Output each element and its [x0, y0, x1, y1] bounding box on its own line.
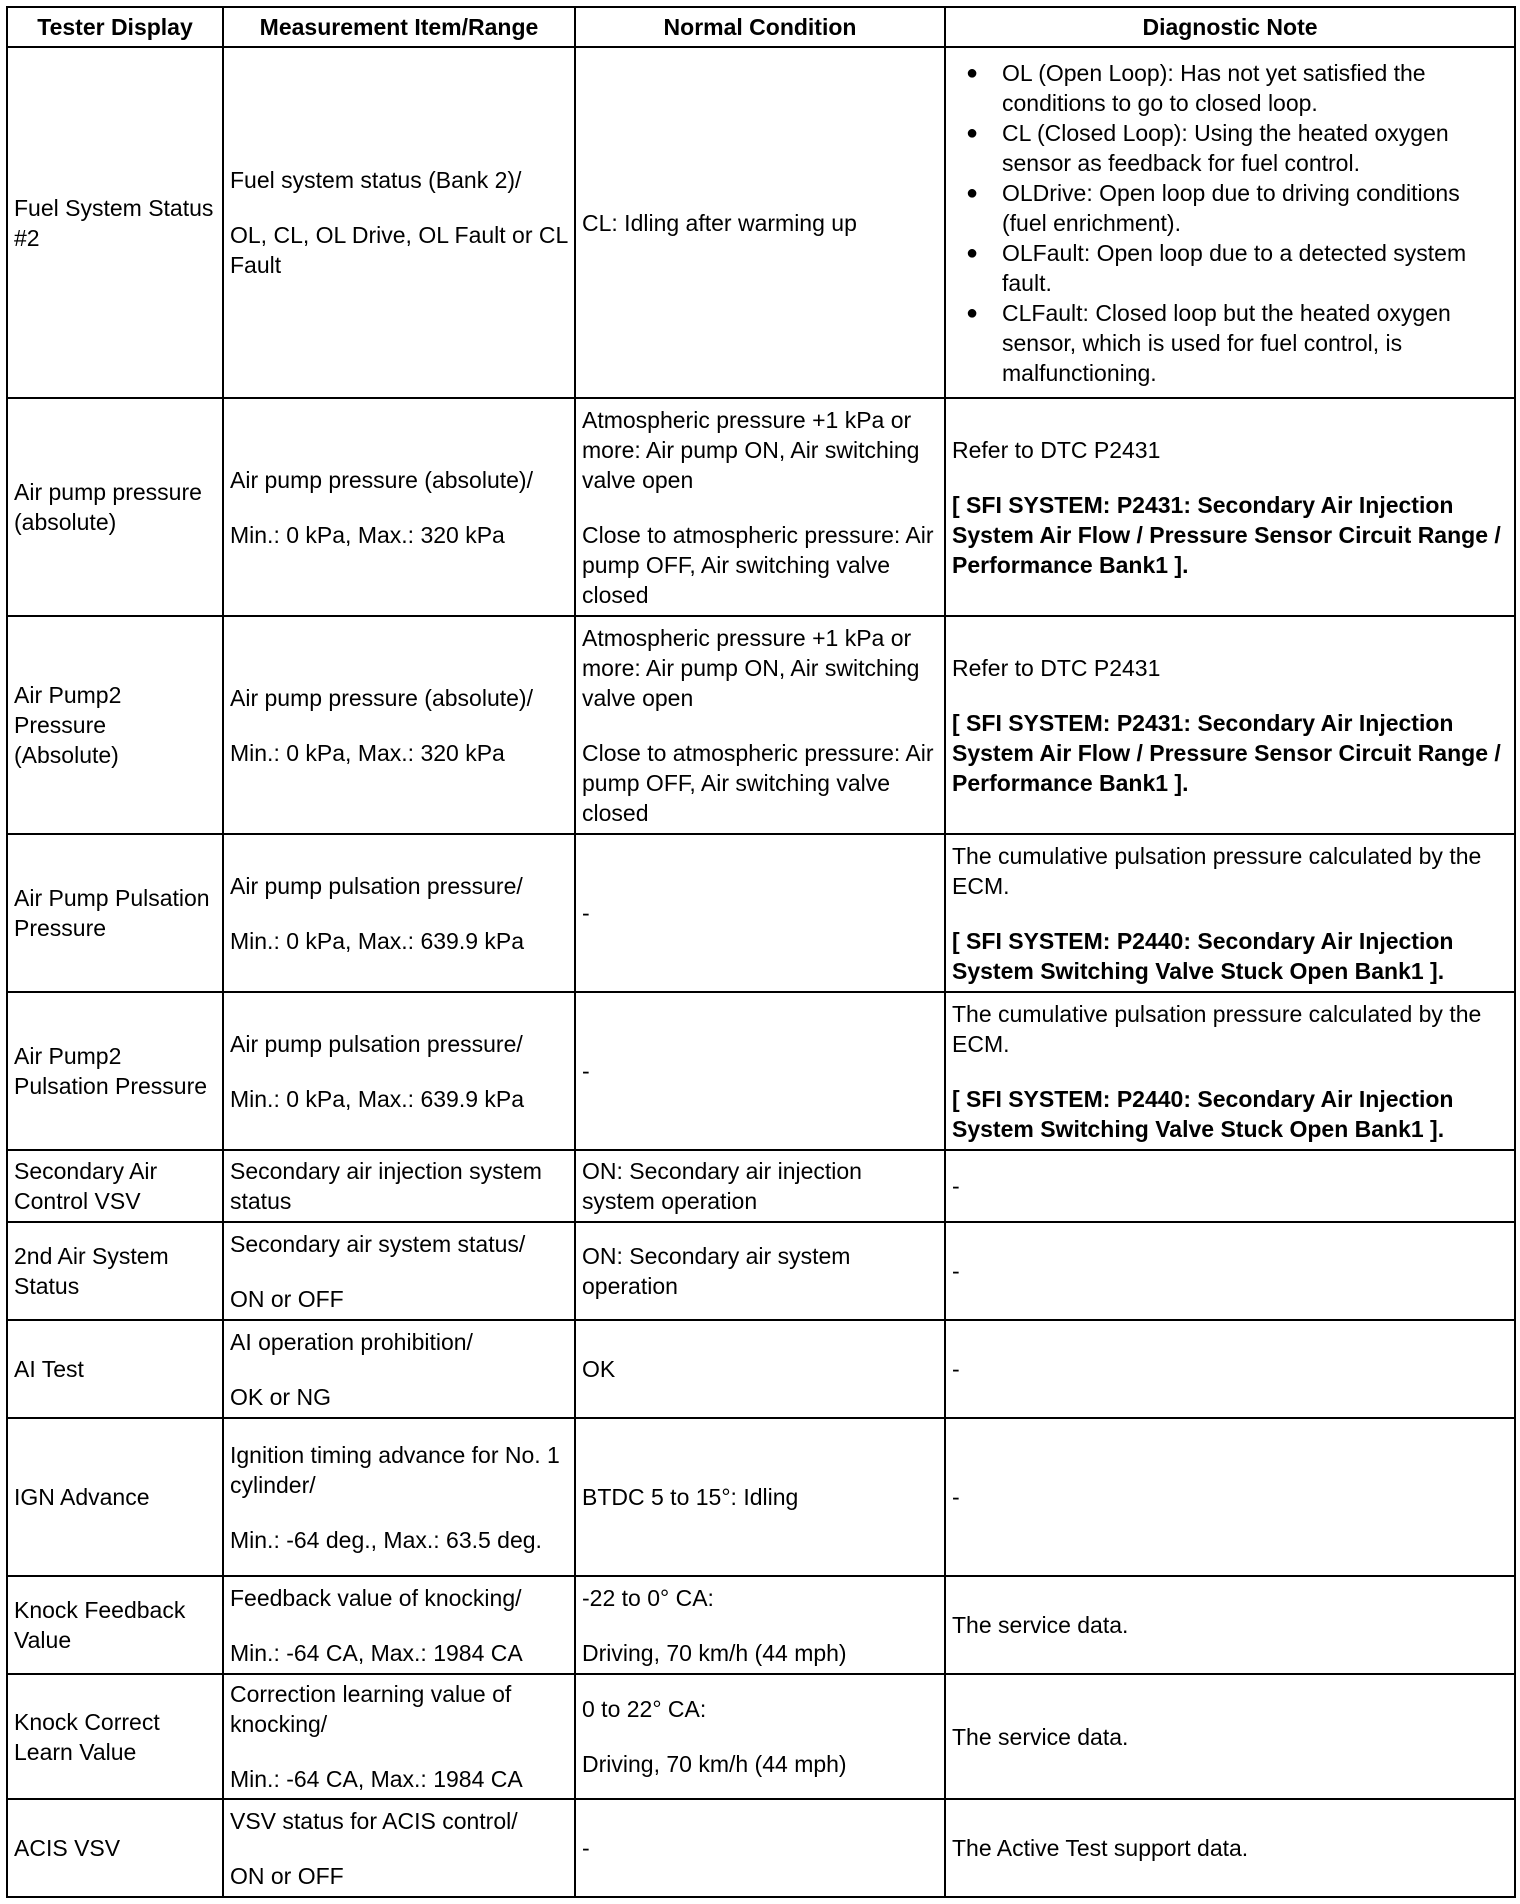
normal-condition-text: ON: Secondary air injection system operation — [582, 1158, 862, 1214]
normal-condition-cell — [575, 1320, 945, 1418]
diagnostic-note-cell — [945, 1576, 1515, 1674]
measurement-text: OL, CL, OL Drive, OL Fault or CL Fault — [230, 222, 568, 278]
measurement-text: VSV status for ACIS control/ — [230, 1807, 518, 1834]
measurement-text: Min.: -64 deg., Max.: 63.5 deg. — [230, 1526, 542, 1553]
measurement-cell — [223, 398, 575, 616]
table-row — [7, 992, 1515, 1150]
note-text: - — [952, 1258, 960, 1284]
tester-display-cell: Knock Correct Learn Value — [7, 1674, 223, 1799]
tester-display-cell: Air Pump Pulsation Pressure — [7, 834, 223, 992]
diagnostic-note-cell — [945, 834, 1515, 992]
measurement-text: Min.: -64 CA, Max.: 1984 CA — [230, 1639, 523, 1666]
tester-display-cell: 2nd Air System Status — [7, 1222, 223, 1320]
measurement-cell — [223, 992, 575, 1150]
header-diagnostic-note: Diagnostic Note — [945, 7, 1515, 47]
table-row — [7, 616, 1515, 834]
measurement-text: Min.: 0 kPa, Max.: 639.9 kPa — [230, 1085, 525, 1112]
note-text: The cumulative pulsation pressure calculated by the ECM. — [952, 1000, 1482, 1057]
normal-condition-cell — [575, 47, 945, 398]
header-measurement-item: Measurement Item/Range — [223, 7, 575, 47]
normal-condition-cell — [575, 1576, 945, 1674]
normal-condition-text: - — [582, 1058, 590, 1084]
normal-condition-text: OK — [582, 1356, 616, 1382]
measurement-text: Correction learning value of knocking/ — [230, 1681, 512, 1737]
measurement-cell — [223, 47, 575, 398]
measurement-text: Air pump pressure (absolute)/ — [230, 466, 533, 493]
note-text: - — [952, 1356, 960, 1382]
normal-condition-text: Close to atmospheric pressure: Air pump OFF, Air switching valve closed — [582, 521, 934, 608]
tester-display-cell: Air Pump2 Pulsation Pressure — [7, 992, 223, 1150]
table-row — [7, 1576, 1515, 1674]
note-text: The service data. — [952, 1723, 1129, 1750]
note-text: The service data. — [952, 1612, 1129, 1638]
table-row — [7, 1222, 1515, 1320]
diagnostic-note-cell — [945, 1320, 1515, 1418]
diagnostic-note-cell — [945, 1418, 1515, 1576]
measurement-text: Min.: -64 CA, Max.: 1984 CA — [230, 1766, 523, 1792]
diagnostic-note-cell — [945, 1674, 1515, 1799]
normal-condition-text: -22 to 0° CA: — [582, 1584, 714, 1611]
table-row — [7, 1799, 1515, 1897]
tester-display-cell: Air pump pressure (absolute) — [7, 398, 223, 616]
normal-condition-text: Close to atmospheric pressure: Air pump OFF, Air switching valve closed — [582, 739, 934, 826]
diagnostic-note-cell — [945, 1799, 1515, 1897]
tester-display-cell: AI Test — [7, 1320, 223, 1418]
note-text: The cumulative pulsation pressure calculated by the ECM. — [952, 842, 1482, 899]
measurement-cell — [223, 1222, 575, 1320]
normal-condition-cell — [575, 992, 945, 1150]
note-dtc-reference: [ SFI SYSTEM: P2431: Secondary Air Injection System Air Flow / Pressure Sensor Circuit Range / Performance Bank1 ]. — [952, 709, 1501, 796]
normal-condition-text: Atmospheric pressure +1 kPa or more: Air pump ON, Air switching valve open — [582, 406, 920, 493]
normal-condition-text: Atmospheric pressure +1 kPa or more: Air pump ON, Air switching valve open — [582, 624, 920, 711]
note-text: Refer to DTC P2431 — [952, 436, 1161, 463]
measurement-text: Secondary air system status/ — [230, 1230, 526, 1257]
measurement-text: Secondary air injection system status — [230, 1158, 542, 1214]
note-bullet-item: ● OLFault: Open loop due to a detected system fault. — [1002, 238, 1508, 298]
service-data-table — [6, 6, 1516, 1898]
measurement-text: Ignition timing advance for No. 1 cylinder/ — [230, 1441, 560, 1498]
note-dtc-reference: [ SFI SYSTEM: P2431: Secondary Air Injection System Air Flow / Pressure Sensor Circuit Range / Performance Bank1 ]. — [952, 491, 1501, 578]
normal-condition-text: - — [582, 1835, 590, 1861]
measurement-text: Air pump pulsation pressure/ — [230, 1030, 523, 1057]
diagnostic-note-cell — [945, 1222, 1515, 1320]
note-bullet-item: ● OL (Open Loop): Has not yet satisfied the conditions to go to closed loop. — [1002, 58, 1508, 118]
normal-condition-cell — [575, 1799, 945, 1897]
measurement-text: Min.: 0 kPa, Max.: 320 kPa — [230, 739, 505, 766]
table-body — [7, 47, 1515, 1897]
note-text: - — [952, 1484, 960, 1510]
measurement-text: Fuel system status (Bank 2)/ — [230, 167, 522, 193]
header-tester-display: Tester Display — [7, 7, 223, 47]
table-row — [7, 834, 1515, 992]
normal-condition-cell — [575, 834, 945, 992]
diagnostic-note-cell — [945, 1150, 1515, 1222]
normal-condition-text: - — [582, 900, 590, 926]
measurement-cell — [223, 1674, 575, 1799]
measurement-cell — [223, 1150, 575, 1222]
note-dtc-reference: [ SFI SYSTEM: P2440: Secondary Air Injection System Switching Valve Stuck Open Bank1 ]. — [952, 1085, 1454, 1142]
normal-condition-cell — [575, 1150, 945, 1222]
measurement-cell — [223, 1576, 575, 1674]
tester-display-cell: Secondary Air Control VSV — [7, 1150, 223, 1222]
measurement-text: Min.: 0 kPa, Max.: 639.9 kPa — [230, 927, 525, 954]
measurement-text: Min.: 0 kPa, Max.: 320 kPa — [230, 521, 505, 548]
table-row — [7, 1418, 1515, 1576]
tester-display-cell: IGN Advance — [7, 1418, 223, 1576]
measurement-cell — [223, 834, 575, 992]
header-normal-condition: Normal Condition — [575, 7, 945, 47]
normal-condition-cell — [575, 398, 945, 616]
tester-display-cell: Knock Feedback Value — [7, 1576, 223, 1674]
note-bullet-item: ● CL (Closed Loop): Using the heated oxygen sensor as feedback for fuel control. — [1002, 118, 1508, 178]
note-bullet-item: ● OLDrive: Open loop due to driving conditions (fuel enrichment). — [1002, 178, 1508, 238]
table-row — [7, 1320, 1515, 1418]
measurement-text: OK or NG — [230, 1383, 331, 1410]
note-text: - — [952, 1173, 960, 1199]
normal-condition-text: Driving, 70 km/h (44 mph) — [582, 1639, 847, 1666]
normal-condition-text: Driving, 70 km/h (44 mph) — [582, 1751, 847, 1777]
note-bullet-item: ● CLFault: Closed loop but the heated oxygen sensor, which is used for fuel control, is malfunctioning. — [1002, 298, 1508, 388]
note-text: Refer to DTC P2431 — [952, 654, 1161, 681]
normal-condition-text: 0 to 22° CA: — [582, 1696, 707, 1722]
measurement-text: ON or OFF — [230, 1862, 344, 1889]
diagnostic-note-cell — [945, 616, 1515, 834]
measurement-text: Feedback value of knocking/ — [230, 1584, 522, 1611]
normal-condition-text: BTDC 5 to 15°: Idling — [582, 1484, 799, 1510]
normal-condition-text: ON: Secondary air system operation — [582, 1243, 851, 1299]
measurement-cell — [223, 1320, 575, 1418]
diagnostic-note-cell — [945, 47, 1515, 398]
table-row — [7, 1674, 1515, 1799]
measurement-text: Air pump pressure (absolute)/ — [230, 684, 533, 711]
table-row — [7, 47, 1515, 398]
tester-display-cell: Fuel System Status #2 — [7, 47, 223, 398]
normal-condition-cell — [575, 1418, 945, 1576]
measurement-cell — [223, 616, 575, 834]
note-text: The Active Test support data. — [952, 1835, 1249, 1861]
measurement-cell — [223, 1418, 575, 1576]
note-bullet-list — [952, 58, 1508, 388]
measurement-text: Air pump pulsation pressure/ — [230, 872, 523, 899]
header-row — [7, 7, 1515, 47]
normal-condition-text: CL: Idling after warming up — [582, 209, 857, 236]
measurement-text: AI operation prohibition/ — [230, 1328, 473, 1355]
tester-display-cell: Air Pump2 Pressure (Absolute) — [7, 616, 223, 834]
table-row — [7, 398, 1515, 616]
diagnostic-note-cell — [945, 398, 1515, 616]
normal-condition-cell — [575, 1674, 945, 1799]
normal-condition-cell — [575, 616, 945, 834]
table-row — [7, 1150, 1515, 1222]
diagnostic-note-cell — [945, 992, 1515, 1150]
measurement-cell — [223, 1799, 575, 1897]
tester-display-cell: ACIS VSV — [7, 1799, 223, 1897]
note-dtc-reference: [ SFI SYSTEM: P2440: Secondary Air Injection System Switching Valve Stuck Open Bank1 ]. — [952, 927, 1454, 984]
normal-condition-cell — [575, 1222, 945, 1320]
measurement-text: ON or OFF — [230, 1285, 344, 1312]
